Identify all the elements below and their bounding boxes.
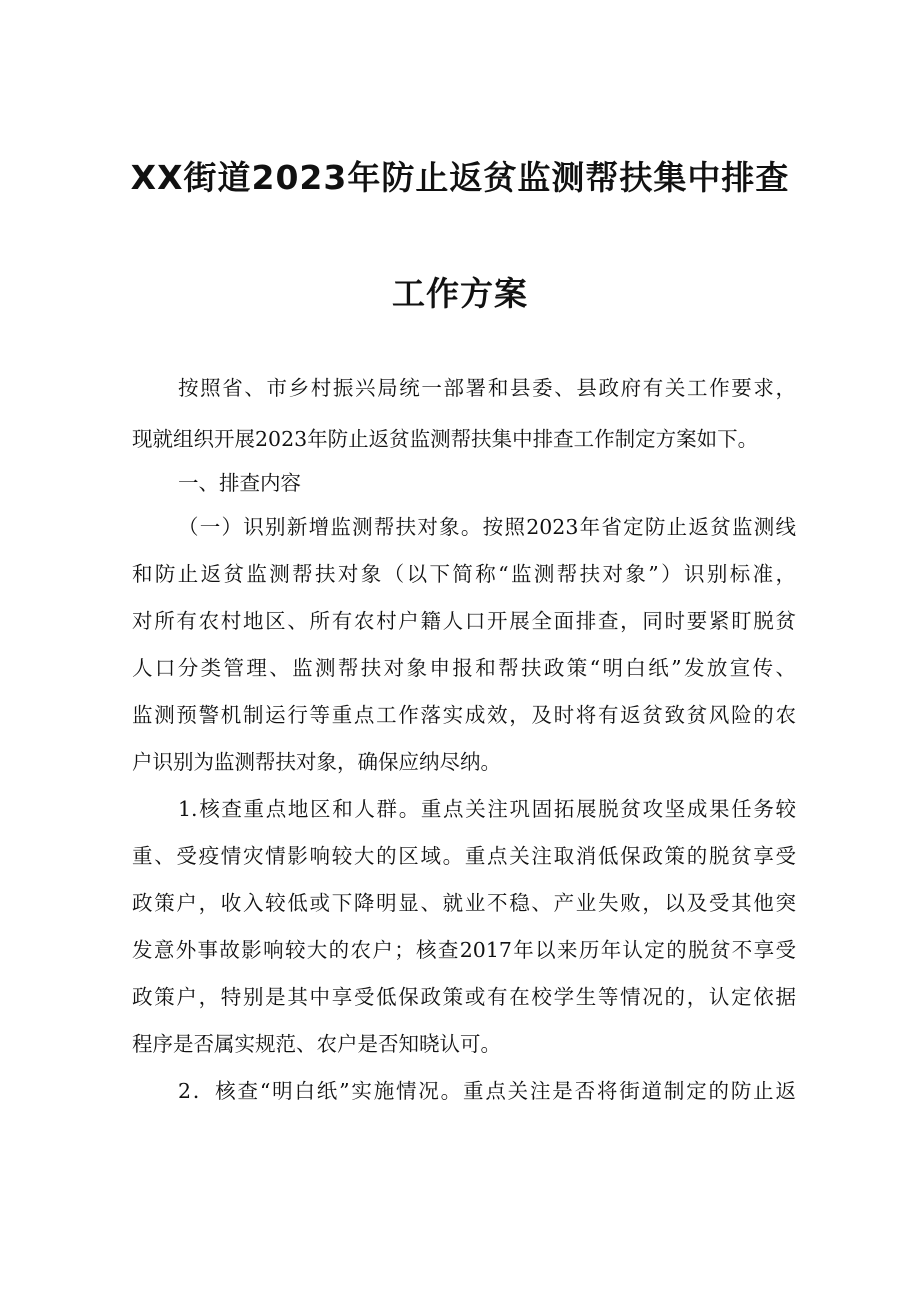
paragraph-line: 现就组织开展2023年防止返贫监测帮扶集中排查工作制定方案如下。 (132, 427, 759, 451)
paragraph-line: 政策户，收入较低或下降明显、就业不稳、产业失败，以及受其他突 (132, 891, 796, 915)
paragraph-line: 按照省、市乡村振兴局统一部署和县委、县政府有关工作要求， (178, 376, 796, 400)
paragraph-line: 和防止返贫监测帮扶对象（以下简称“监测帮扶对象”）识别标准， (132, 562, 796, 586)
paragraph-line: 程序是否属实规范、农户是否知晓认可。 (132, 1032, 501, 1056)
section-heading: 一、排查内容 (178, 471, 301, 495)
document-title-line-1: XX街道2023年防止返贫监测帮扶集中排查 (130, 158, 790, 197)
paragraph-line: 2．核查“明白纸”实施情况。重点关注是否将街道制定的防止返 (178, 1079, 796, 1103)
document-title-line-2: 工作方案 (392, 274, 528, 313)
paragraph-line: 对所有农村地区、所有农村户籍人口开展全面排查，同时要紧盯脱贫 (132, 609, 796, 633)
paragraph-line: 1.核查重点地区和人群。重点关注巩固拓展脱贫攻坚成果任务较 (178, 797, 796, 821)
paragraph-line: 人口分类管理、监测帮扶对象申报和帮扶政策“明白纸”发放宣传、 (132, 656, 796, 680)
paragraph-line: 户识别为监测帮扶对象，确保应纳尽纳。 (132, 750, 501, 774)
paragraph-line: 发意外事故影响较大的农户；核查2017年以来历年认定的脱贫不享受 (132, 938, 796, 962)
paragraph-line: 监测预警机制运行等重点工作落实成效，及时将有返贫致贫风险的农 (132, 703, 796, 727)
paragraph-line: （一）识别新增监测帮扶对象。按照2023年省定防止返贫监测线 (178, 515, 796, 539)
paragraph-line: 重、受疫情灾情影响较大的区域。重点关注取消低保政策的脱贫享受 (132, 844, 796, 868)
paragraph-line: 政策户，特别是其中享受低保政策或有在校学生等情况的，认定依据 (132, 985, 796, 1009)
